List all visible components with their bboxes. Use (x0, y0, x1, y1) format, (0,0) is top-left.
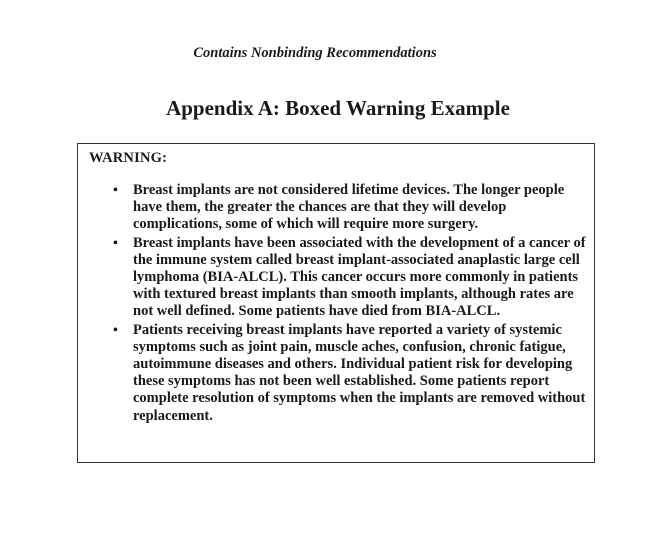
boxed-warning (77, 143, 595, 463)
warning-bullet-item (78, 322, 596, 425)
bullet-icon: • (113, 235, 118, 251)
warning-bullet-item (78, 182, 596, 234)
warning-bullet-list (78, 182, 596, 426)
bullet-text: Patients receiving breast implants have reported a variety of systemic symptoms such as joint pain, muscle aches, confusion, chronic fatigue, autoimmune diseases and others. Individual patient risk for developing these symptoms has not been well established. Some patients report complete resolution of symptoms when the implants are removed without replacement. (133, 321, 586, 424)
header-note: Contains Nonbinding Recommendations (193, 45, 437, 61)
bullet-icon: • (113, 183, 118, 198)
warning-label: WARNING: (89, 150, 168, 166)
bullet-icon: • (113, 322, 118, 338)
page-title: Appendix A: Boxed Warning Example (166, 96, 510, 120)
bullet-text: Breast implants are not considered lifetime devices. The longer people have them, the greater the chances are that they will develop complications, some of which will require more surgery. (133, 182, 565, 233)
bullet-text: Breast implants have been associated with the development of a cancer of the immune system called breast implant-associated anaplastic large cell lymphoma (BIA-ALCL). This cancer occurs more commonly in patients with textured breast implants than smooth implants, although rates are not well defined. Some patients have died from BIA-ALCL. (133, 234, 586, 320)
warning-bullet-item (78, 235, 596, 321)
